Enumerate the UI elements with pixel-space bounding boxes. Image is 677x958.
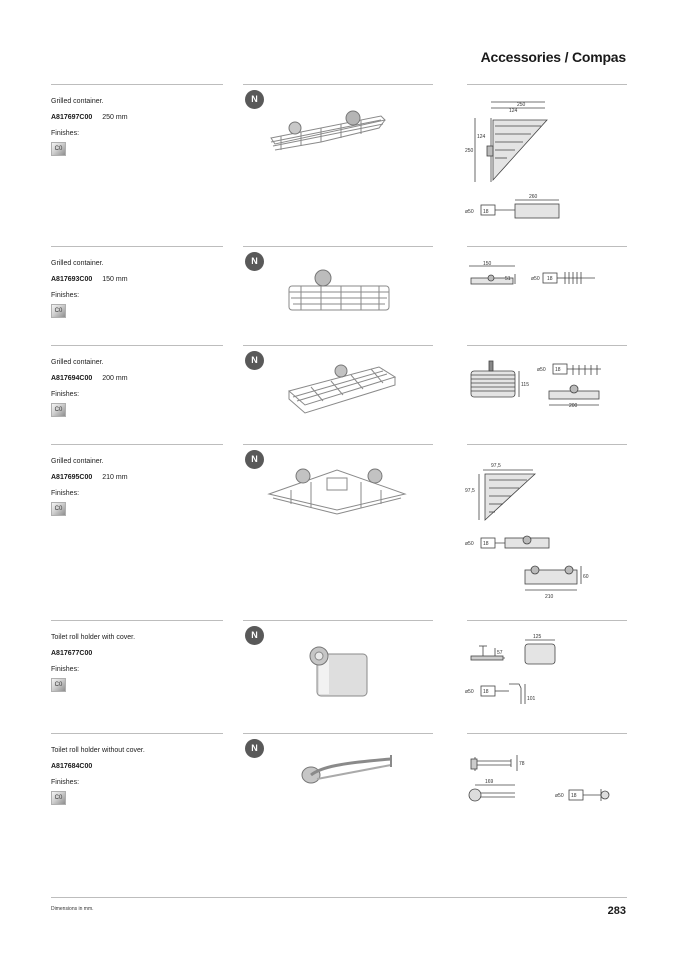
finish-swatch: C0 <box>51 678 66 692</box>
finish-swatch: C0 <box>51 791 66 805</box>
product-code: A817677C00 <box>51 650 93 657</box>
dim-label: 18 <box>483 689 489 695</box>
divider <box>243 246 433 247</box>
finishes-label: Finishes: <box>51 391 80 398</box>
product-name: Toilet roll holder without cover. <box>51 747 145 754</box>
divider <box>51 345 223 346</box>
dim-label: ø50 <box>465 541 474 547</box>
dim-label: 124 <box>477 134 486 140</box>
dim-label: 210 <box>545 594 554 600</box>
new-badge: N <box>245 252 264 271</box>
finish-swatch: C0 <box>51 502 66 516</box>
footer-divider <box>51 897 627 898</box>
dim-label: 250 <box>517 102 526 108</box>
new-badge: N <box>245 450 264 469</box>
product-code: A817684C00 <box>51 763 93 770</box>
dim-label: ø50 <box>465 209 474 215</box>
product-photo <box>261 262 391 326</box>
divider <box>51 84 223 85</box>
divider <box>467 246 627 247</box>
finishes-label: Finishes: <box>51 490 80 497</box>
product-photo <box>261 634 391 704</box>
dim-label: 124 <box>509 108 518 114</box>
dim-label: 97,5 <box>465 488 475 494</box>
footer-note: Dimensions in mm. <box>51 906 94 912</box>
dim-label: 250 <box>465 148 474 154</box>
product-photo <box>261 745 401 795</box>
divider <box>243 444 433 445</box>
dim-label: 260 <box>529 194 538 200</box>
finish-swatch: C0 <box>51 142 66 156</box>
dimension-drawing <box>465 634 585 714</box>
dim-label: 125 <box>533 634 542 640</box>
product-size: 210 mm <box>102 474 128 481</box>
finish-swatch: C0 <box>51 304 66 318</box>
dim-label: 101 <box>527 696 536 702</box>
dimension-drawing <box>465 747 625 817</box>
product-photo <box>261 357 401 421</box>
finishes-label: Finishes: <box>51 130 80 137</box>
product-name: Toilet roll holder with cover. <box>51 634 136 641</box>
product-name: Grilled container. <box>51 458 104 465</box>
finishes-label: Finishes: <box>51 666 80 673</box>
dimension-drawing <box>465 98 585 238</box>
finishes-label: Finishes: <box>51 292 80 299</box>
new-badge: N <box>245 351 264 370</box>
divider <box>467 444 627 445</box>
dim-label: ø50 <box>555 793 564 799</box>
divider <box>243 84 433 85</box>
product-size: 200 mm <box>102 375 128 382</box>
new-badge: N <box>245 739 264 758</box>
new-badge: N <box>245 90 264 109</box>
dim-label: ø50 <box>537 367 546 373</box>
dim-label: 18 <box>555 367 561 373</box>
product-size: 250 mm <box>102 114 128 121</box>
divider <box>51 444 223 445</box>
dim-label: ø50 <box>465 689 474 695</box>
product-photo <box>261 460 411 524</box>
divider <box>467 345 627 346</box>
dim-label: 18 <box>483 209 489 215</box>
dimension-drawing <box>465 458 625 608</box>
dim-label: 51 <box>505 276 511 282</box>
divider <box>51 733 223 734</box>
finishes-label: Finishes: <box>51 779 80 786</box>
product-code: A817695C00 <box>51 474 93 481</box>
dim-label: 150 <box>483 261 492 267</box>
dim-label: 200 <box>569 403 578 409</box>
finish-swatch: C0 <box>51 403 66 417</box>
product-size: 150 mm <box>102 276 128 283</box>
dim-label: 169 <box>485 779 494 785</box>
dim-label: 78 <box>519 761 525 767</box>
dim-label: 60 <box>583 574 589 580</box>
dimension-drawing <box>465 359 625 419</box>
divider <box>467 620 627 621</box>
product-photo <box>261 98 391 162</box>
dim-label: 18 <box>547 276 553 282</box>
divider <box>467 733 627 734</box>
product-name: Grilled container. <box>51 260 104 267</box>
product-name: Grilled container. <box>51 98 104 105</box>
product-code: A817694C00 <box>51 375 93 382</box>
dim-label: 18 <box>571 793 577 799</box>
dim-label: 18 <box>483 541 489 547</box>
divider <box>51 246 223 247</box>
divider <box>51 620 223 621</box>
divider <box>243 620 433 621</box>
page-title: Accessories / Compas <box>480 49 626 65</box>
product-name: Grilled container. <box>51 359 104 366</box>
product-code: A817693C00 <box>51 276 93 283</box>
product-code: A817697C00 <box>51 114 93 121</box>
divider <box>467 84 627 85</box>
new-badge: N <box>245 626 264 645</box>
divider <box>243 733 433 734</box>
page-number: 283 <box>607 905 626 917</box>
divider <box>243 345 433 346</box>
dim-label: 57 <box>497 650 503 656</box>
dimension-drawing <box>465 260 625 294</box>
dim-label: 97,5 <box>491 463 501 469</box>
dim-label: 115 <box>521 382 529 388</box>
dim-label: ø50 <box>531 276 540 282</box>
